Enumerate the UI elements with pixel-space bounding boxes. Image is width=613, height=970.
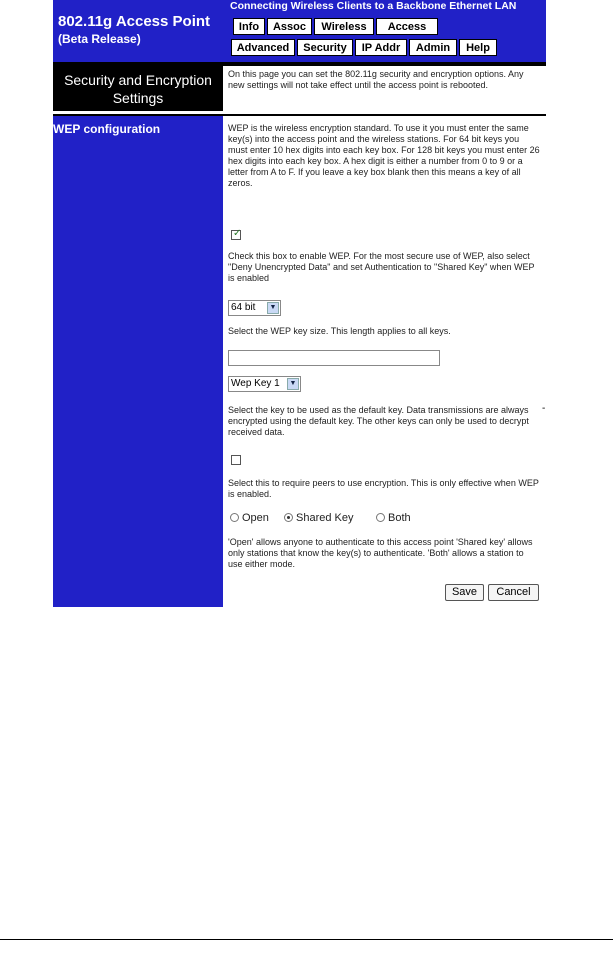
deny-unencrypted-checkbox[interactable] [231, 455, 241, 465]
authentication-desc: 'Open' allows anyone to authenticate to this access point 'Shared key' allows only stations that know the key(s) to authenticate. 'Both' allows a station to use either mode. [228, 537, 533, 569]
page-intro: On this page you can set the 802.11g security and encryption options. Any new settings will not take effect until the access point is rebooted. [228, 69, 524, 90]
auth-option-shared-key[interactable] [284, 512, 353, 524]
tab-info[interactable]: Info [233, 18, 265, 35]
enable-wep-checkbox[interactable] [231, 230, 241, 240]
brand [58, 13, 210, 46]
chevron-down-icon: ▼ [287, 378, 299, 390]
tab-ip-addr[interactable]: IP Addr [355, 39, 407, 56]
header-bar [53, 0, 546, 62]
side-mark: - [542, 403, 546, 414]
chevron-down-icon: ▼ [267, 302, 279, 314]
page-title-line2: Settings [112, 90, 164, 106]
page-title-line1: Security and Encryption [64, 72, 212, 88]
radio-icon [376, 513, 385, 522]
wep-section-desc: WEP is the wireless encryption standard. To use it you must enter the same key(s) into the access point and the wireless stations. For 64 bit keys you must enter 10 hex digits into each key box. For 128 bit keys you must enter 26 hex digits into each key box. A hex digit is either a number from 0 to 9 or a letter from A to F. If you leave a key box blank then this means a key of all zeros. [228, 123, 540, 188]
tab-help[interactable]: Help [459, 39, 497, 56]
tab-security[interactable]: Security [297, 39, 353, 56]
auth-option-open[interactable] [230, 512, 269, 524]
auth-both-label: Both [388, 512, 411, 524]
access-point-page [53, 0, 546, 607]
enable-wep-desc: Check this box to enable WEP. For the most secure use of WEP, also select "Deny Unencrypted Data" and set Authentication to "Shared Key" when WEP is enabled [228, 251, 535, 283]
default-key-desc: Select the key to be used as the default key. Data transmissions are always encrypted using the default key. The other keys can only be used to decrypt received data. [228, 405, 529, 437]
tab-admin[interactable]: Admin [409, 39, 457, 56]
wep-key-label: WEP key: [500, 354, 546, 365]
deny-unencrypted-desc: Select this to require peers to use encryption. This is only effective when WEP is enabled. [228, 478, 539, 499]
deny-unencrypted-label: Deny unencrypted data: [432, 455, 546, 466]
wep-section-title: WEP configuration [53, 122, 161, 136]
key-length-desc: Select the WEP key size. This length applies to all keys. [228, 326, 451, 336]
key-length-value: 64 bit [231, 302, 256, 313]
tab-wireless[interactable]: Wireless [314, 18, 374, 35]
wep-key-input[interactable] [228, 350, 440, 366]
default-key-value: Wep Key 1 [231, 378, 280, 389]
tab-assoc[interactable]: Assoc [267, 18, 312, 35]
radio-icon [230, 513, 239, 522]
key-length-label: WEP key lengths: [462, 304, 546, 315]
key-length-select[interactable] [228, 300, 281, 316]
auth-option-both[interactable] [376, 512, 411, 524]
auth-shared-key-label: Shared Key [296, 512, 354, 524]
label-column [53, 116, 223, 607]
page-footer-rule [0, 939, 613, 940]
cancel-button[interactable]: Cancel [488, 584, 539, 601]
tab-access[interactable]: Access [376, 18, 438, 35]
page-title [53, 66, 223, 111]
auth-open-label: Open [242, 512, 269, 524]
checkmark-icon: ✓ [233, 228, 242, 239]
release-label: (Beta Release) [58, 32, 141, 46]
product-name: 802.11g Access Point [58, 13, 211, 30]
default-key-select[interactable] [228, 376, 301, 392]
tab-advanced[interactable]: Advanced [231, 39, 295, 56]
authentication-label: Authentication: [472, 514, 546, 525]
enable-wep-label: Enable WEP: [484, 230, 546, 241]
header-tagline: Connecting Wireless Clients to a Backbone Ethernet LAN [230, 0, 517, 12]
radio-selected-icon [284, 513, 293, 522]
default-key-label: Default WEP key to use: [431, 380, 546, 391]
save-button[interactable]: Save [445, 584, 484, 601]
